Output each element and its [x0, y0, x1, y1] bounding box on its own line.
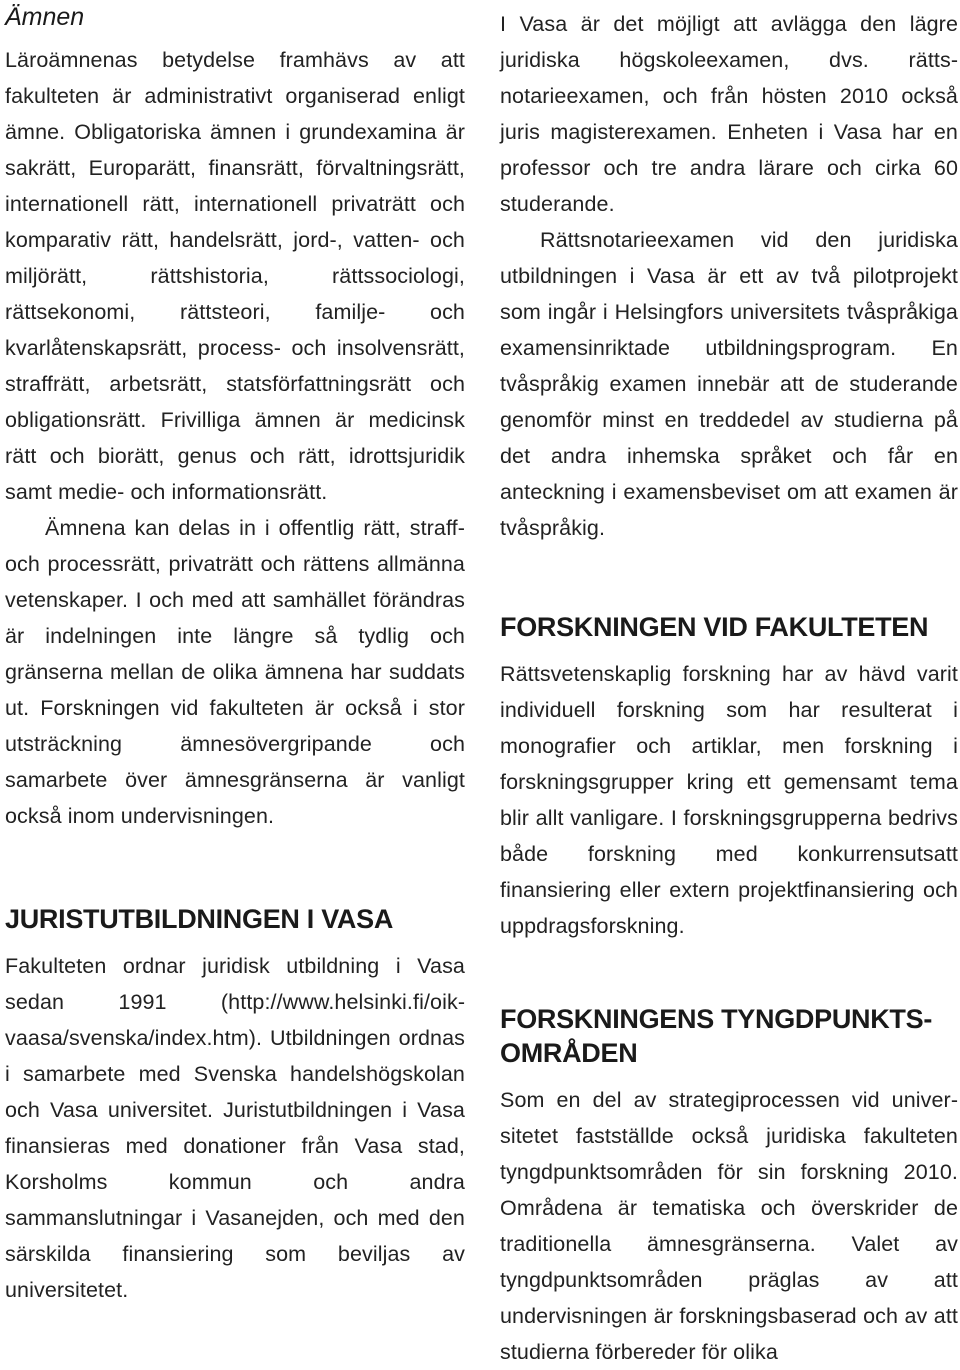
right-column — [500, 0, 958, 1364]
paragraph-juristutbildningen: Fakulteten ordnar juridisk utbildning i Vasa sedan 1991 (http://www.helsinki.fi/oikvaasa/svenska/index.htm). Utbildningen ordnas i samarbete med Svenska handelshögskolan och Vasa universitet. Juristutbildningen i Vasa finansieras med donationer från Vasa stad, Korsholms kommun och andra sammanslutningar i Vasanejden, och med den särskilda finansiering som beviljas av universitetet. — [5, 954, 465, 1302]
heading-forskningen: FORSKNINGEN VID FAKULTETEN — [500, 612, 929, 642]
paragraph-vasa-2: Rättsnotarieexamen vid den juridiska utbildningen i Vasa är ett av två pilotprojekt som ingår i Helsingfors universitets tvåspråkiga examensinriktade utbildningsprogram. En tvåspråkig examen innebär att de studerande genomför minst en treddedel av studierna på det andra inhemska språket och får en anteckning i examensbeviset om att examen är tvåspråkig. — [500, 228, 958, 540]
paragraph-amnen-1: Läroämnenas betydelse framhävs av att fakulteten är administrativt organiserad enligt ämne. Obligatoriska ämnen i grundexamina är sakrätt, Europarätt, finansrätt, förvaltningsrätt, internationell rätt, internationell privaträtt och komparativ rätt, handelsrätt, jord-, vatten- och miljörätt, rättshistoria, rättssociologi, rättsekonomi, rättsteori, familje- och kvarlåtenskapsrätt, process- och insolvensrätt, straffrätt, arbetsrätt, statsförfattningsrätt och obligationsrätt. Frivilliga ämnen är medicinsk rätt och biorätt, genus och rätt, idrottsjuridik samt medie- och informationsrätt. — [5, 48, 465, 504]
heading-tyngdpunktsomraden: FORSKNINGENS TYNGDPUNKTSOMRÅDEN — [500, 1004, 933, 1068]
heading-juristutbildningen: JURISTUTBILDNINGEN I VASA — [5, 904, 394, 934]
paragraph-tyngdpunktsomraden: Som en del av strategiprocessen vid universitetet fastställde också juridiska fakulteten tyngdpunktsområden för sin forskning 2010. Områdena är tematiska och överskrider de traditionella ämnesgränserna. Valet av tyngdpunktsområden präglas av att undervisningen är forskningsbaserad och av att studierna förbereder för olika — [500, 1088, 958, 1364]
paragraph-amnen-2: Ämnena kan delas in i offentlig rätt, straff- och processrätt, privaträtt och rättens allmänna vetenskaper. I och med att samhället förändras är indelningen inte längre så tydlig och gränserna mellan de olika ämnena har suddats ut. Forskningen vid fakulteten är också i stor utsträckning ämnesövergripande och samarbete över ämnesgränserna är vanligt också inom undervisningen. — [5, 516, 465, 828]
subject-heading: Ämnen — [5, 3, 85, 31]
paragraph-vasa-1: I Vasa är det möjligt att avlägga den lägre juridiska högskoleexamen, dvs. rättsnotarieexamen, och från hösten 2010 också juris magisterexamen. Enheten i Vasa har en professor och tre andra lärare och cirka 60 studerande. — [500, 12, 958, 216]
left-column — [5, 0, 465, 1354]
paragraph-forskningen: Rättsvetenskaplig forskning har av hävd varit individuell forskning som har resulterat i monografier och artiklar, men forskning i forskningsgrupper kring ett gemensamt tema blir allt vanligare. I forskningsgrupperna bedrivs både forskning med konkurrensutsatt finansiering eller extern projektfinansiering och uppdragsforskning. — [500, 662, 958, 938]
